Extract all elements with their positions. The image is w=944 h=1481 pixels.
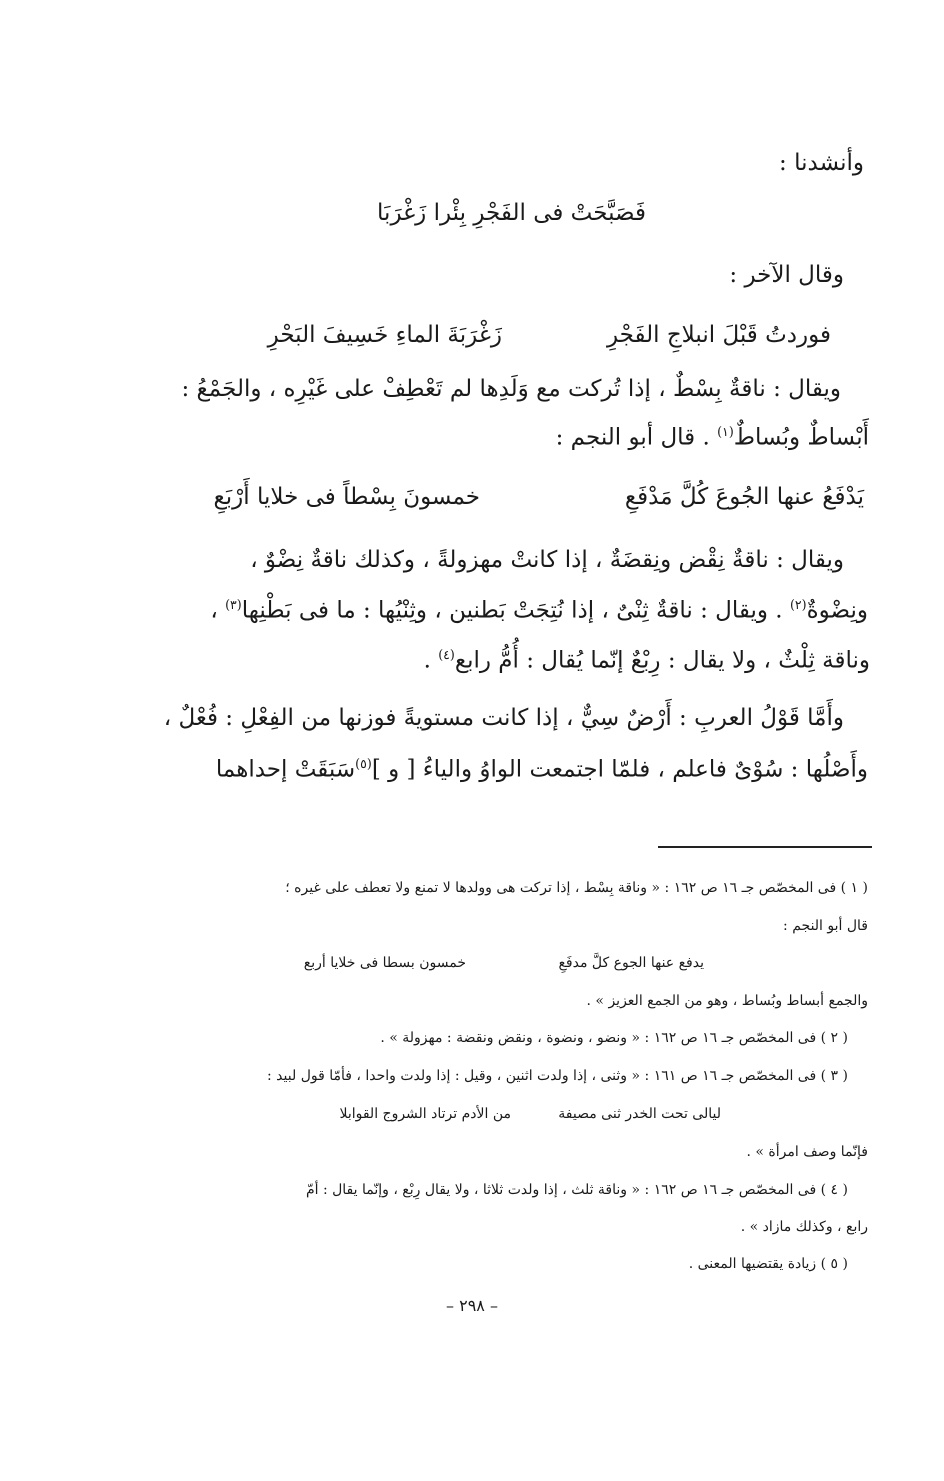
paragraph-2-line-2 bbox=[210, 597, 868, 624]
footnote-marker-5: (٥) bbox=[355, 756, 372, 771]
footnote-marker-1: (١) bbox=[717, 424, 734, 439]
footnote-divider bbox=[658, 846, 872, 848]
text-run: وناقة ثِلْثٌ ، ولا يقال : رِبْعٌ إنّما يُقال : أُمُّ رابع bbox=[454, 647, 870, 674]
footnote-4-line-2: رابع ، وكذلك مازاد » . bbox=[740, 1219, 868, 1235]
footnote-1-line-1: ( ١ ) فى المخصّص جـ ١٦ ص ١٦٢ : « وناقة بِسْط ، إذا تركت هى وولدها لا تمنع ولا تعطف على غيره ؛ bbox=[285, 880, 868, 896]
paragraph-2-line-1: ويقال : ناقةٌ نِقْض ونِقضَةٌ ، إذا كانتْ مهزولةً ، وكذلك ناقةٌ نِضْوٌ ، bbox=[250, 547, 844, 573]
verse-1: فَصَبَّحَتْ فى الفَجْرِ بِئْرا زَغْرَبَا bbox=[377, 200, 646, 226]
footnote-1-verse-hemistich-1: يدفع عنها الجوع كلَّ مدفَعِ bbox=[558, 955, 704, 971]
footnote-marker-3: (٣) bbox=[225, 597, 242, 612]
paragraph-1-line-1: ويقال : ناقةٌ بِسْطٌ ، إذا تُركت مع وَلَدِها لم تَعْطِفْ على غَيْرِه ، والجَمْعُ : bbox=[181, 376, 841, 402]
footnote-5: ( ٥ ) زيادة يقتضيها المعنى . bbox=[688, 1256, 848, 1272]
text-run: . قال أبو النجم : bbox=[555, 424, 718, 451]
paragraph-3-line-2 bbox=[216, 756, 868, 783]
footnote-1-line-2: قال أبو النجم : bbox=[783, 918, 868, 934]
verse-2-hemistich-1: فوردتُ قَبْلَ انبلاجِ الفَجْرِ bbox=[606, 322, 831, 348]
text-run: ونِضْوةٌ bbox=[806, 597, 868, 624]
footnote-marker-4: (٤) bbox=[438, 647, 455, 662]
footnote-1-line-4: والجمع أبساط وبُساط ، وهو من الجمع العزيز » . bbox=[586, 993, 868, 1009]
footnote-1-verse-hemistich-2: خمسون بسطا فى خلايا أربع bbox=[303, 955, 466, 971]
footnote-3-line-1: ( ٣ ) فى المخصّص جـ ١٦ ص ١٦١ : « وثنى ، إذا ولدت اثنين ، وقيل : إذا ولدت واحدا ، فأمّا قول لبيد : bbox=[267, 1068, 848, 1084]
footnote-3-verse-hemistich-2: من الأدم ترتاد الشروج القوابلا bbox=[339, 1106, 511, 1122]
verse-2-hemistich-2: زَغْرَبَةَ الماءِ خَسِيفَ البَحْرِ bbox=[267, 322, 502, 348]
footnote-marker-2: (٢) bbox=[789, 597, 807, 612]
text-run: سَبَقَتْ إحداهما bbox=[215, 756, 356, 783]
verse-3-hemistich-1: يَدْفَعُ عنها الجُوعَ كُلَّ مَدْفَعِ bbox=[624, 484, 864, 510]
footnote-4-line-1: ( ٤ ) فى المخصّص جـ ١٦ ص ١٦٢ : « وناقة ثلث ، إذا ولدت ثلاثا ، ولا يقال رِبْع ، وإنّما يقال : أمّ bbox=[305, 1182, 848, 1198]
text-run: أَبْساطٌ وبُساطٌ bbox=[733, 424, 869, 451]
paragraph-3-line-1: وأَمَّا قَوْلُ العربِ : أَرْضٌ سِيٌّ ، إذا كانت مستويةً فوزنها من الفِعْلِ : فُعْلٌ ، bbox=[163, 705, 844, 731]
line-anshadana: وأنشدنا : bbox=[779, 150, 864, 176]
text-run: . ويقال : ناقةٌ ثِنْىٌ ، إذا نُتِجَتْ بَطنين ، وثِنْيُها : ما فى بَطْنِها bbox=[241, 597, 790, 624]
text-run: ، bbox=[210, 597, 226, 624]
text-run: . bbox=[423, 647, 439, 674]
footnote-3-line-3: فإنّما وصف امرأة » . bbox=[746, 1144, 868, 1160]
footnote-2: ( ٢ ) فى المخصّص جـ ١٦ ص ١٦٢ : « ونضو ، ونضوة ، ونقض ونقضة : مهزولة » . bbox=[380, 1030, 848, 1046]
page-number: – ٢٩٨ – bbox=[446, 1296, 498, 1315]
verse-3-hemistich-2: خمسونَ بِسْطاً فى خلايا أَرْبَعِ bbox=[213, 484, 480, 510]
line-qala-akhar: وقال الآخر : bbox=[729, 262, 844, 288]
paragraph-1-line-2 bbox=[556, 424, 869, 451]
text-run: وأَصْلُها : سُوْىٌ فاعلم ، فلمّا اجتمعت الواوُ والياءُ [ و ] bbox=[371, 756, 868, 783]
paragraph-2-line-3 bbox=[424, 647, 870, 674]
footnote-3-verse-hemistich-1: ليالى تحت الخدر ثنى مصيفة bbox=[558, 1106, 721, 1122]
